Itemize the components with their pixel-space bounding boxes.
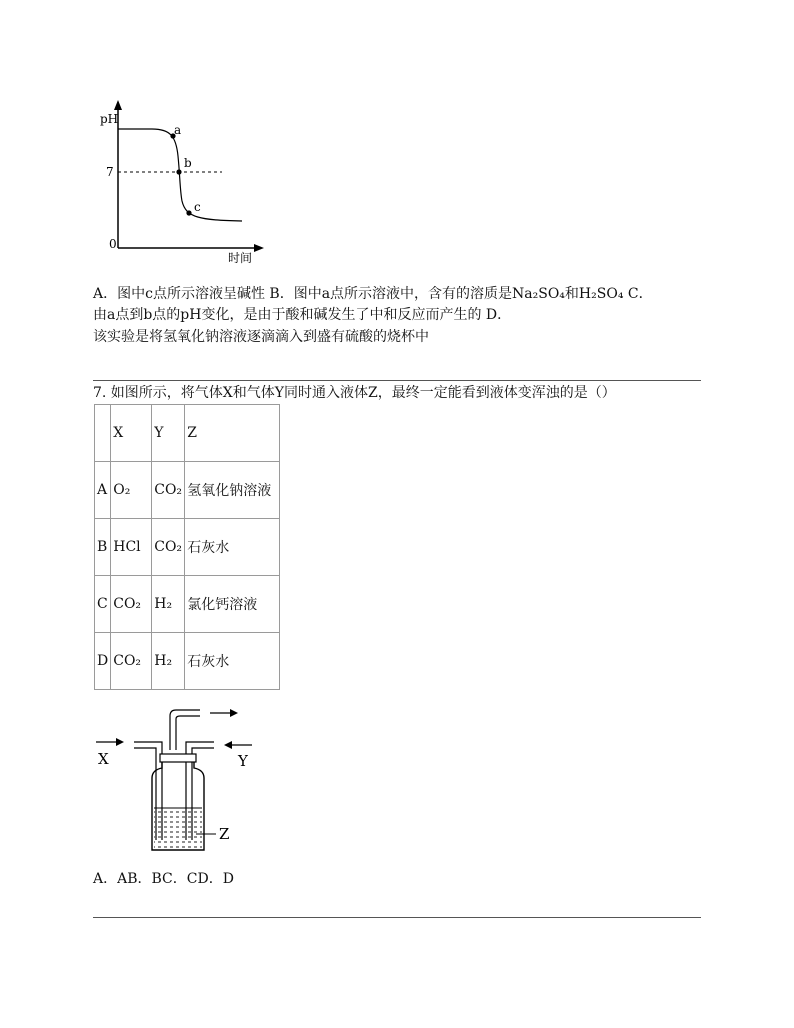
- label-z: Z: [219, 825, 230, 843]
- q6-options-line2: 由a点到b点的pH变化，是由于酸和碱发生了中和反应而产生的 D．: [93, 307, 512, 323]
- y-axis-label: pH: [100, 112, 119, 126]
- arrow-y-head: [224, 741, 232, 749]
- cell-y: H₂: [152, 633, 185, 690]
- row-label: B: [95, 519, 111, 576]
- cell-z: 氢氧化钠溶液: [185, 462, 280, 519]
- cell-x: CO₂: [111, 576, 152, 633]
- x-axis-label: 时间: [228, 251, 253, 265]
- gas-bottle-figure: [92, 700, 272, 860]
- table-row: [95, 519, 280, 576]
- row-label: C: [95, 576, 111, 633]
- stopper: [160, 754, 196, 762]
- table-cell: [95, 405, 111, 462]
- table-row: [95, 576, 280, 633]
- origin-label: 0: [109, 237, 117, 251]
- table-header-row: [95, 405, 280, 462]
- cell-y: H₂: [152, 576, 185, 633]
- table-row: [95, 633, 280, 690]
- cell-x: CO₂: [111, 633, 152, 690]
- q6-options-line1: A．图中c点所示溶液呈碱性 B．图中a点所示溶液中，含有的溶质是Na₂SO₄和H₂SO₄ C．: [93, 286, 653, 302]
- y-tick-7: 7: [106, 165, 114, 179]
- table-row: [95, 462, 280, 519]
- point-c: [186, 210, 191, 215]
- q7-options: A．AB．BC．CD．D: [93, 871, 234, 887]
- label-y: Y: [238, 752, 248, 770]
- divider-top: [93, 380, 701, 381]
- cell-z: 石灰水: [185, 633, 280, 690]
- outlet-arrow-head: [230, 709, 238, 717]
- y-axis-arrow: [114, 100, 122, 110]
- cell-x: O₂: [111, 462, 152, 519]
- q6-options-line3: 该实验是将氢氧化钠溶液逐滴滴入到盛有硫酸的烧杯中: [93, 329, 429, 345]
- cell-y: CO₂: [152, 462, 185, 519]
- point-b: [176, 169, 181, 174]
- outlet-tube-inner: [176, 716, 200, 750]
- q7-stem: 7. 如图所示，将气体X和气体Y同时通入液体Z，最终一定能看到液体变浑浊的是（）: [93, 385, 616, 401]
- cell-z: 氯化钙溶液: [185, 576, 280, 633]
- ph-time-graph: [92, 96, 272, 266]
- label-x: X: [98, 750, 109, 768]
- table-header-z: Z: [185, 405, 280, 462]
- cell-y: CO₂: [152, 519, 185, 576]
- q7-table: [94, 404, 280, 690]
- table-header-x: X: [111, 405, 152, 462]
- point-c-label: c: [194, 200, 201, 214]
- cell-x: HCl: [111, 519, 152, 576]
- arrow-x-head: [116, 738, 124, 746]
- divider-bottom: [93, 917, 701, 918]
- ph-curve: [118, 129, 242, 221]
- point-a-label: a: [174, 123, 182, 137]
- cell-z: 石灰水: [185, 519, 280, 576]
- table-header-y: Y: [152, 405, 185, 462]
- liquid-z: [154, 808, 202, 848]
- x-axis-arrow: [254, 244, 264, 252]
- row-label: D: [95, 633, 111, 690]
- row-label: A: [95, 462, 111, 519]
- point-b-label: b: [184, 156, 192, 170]
